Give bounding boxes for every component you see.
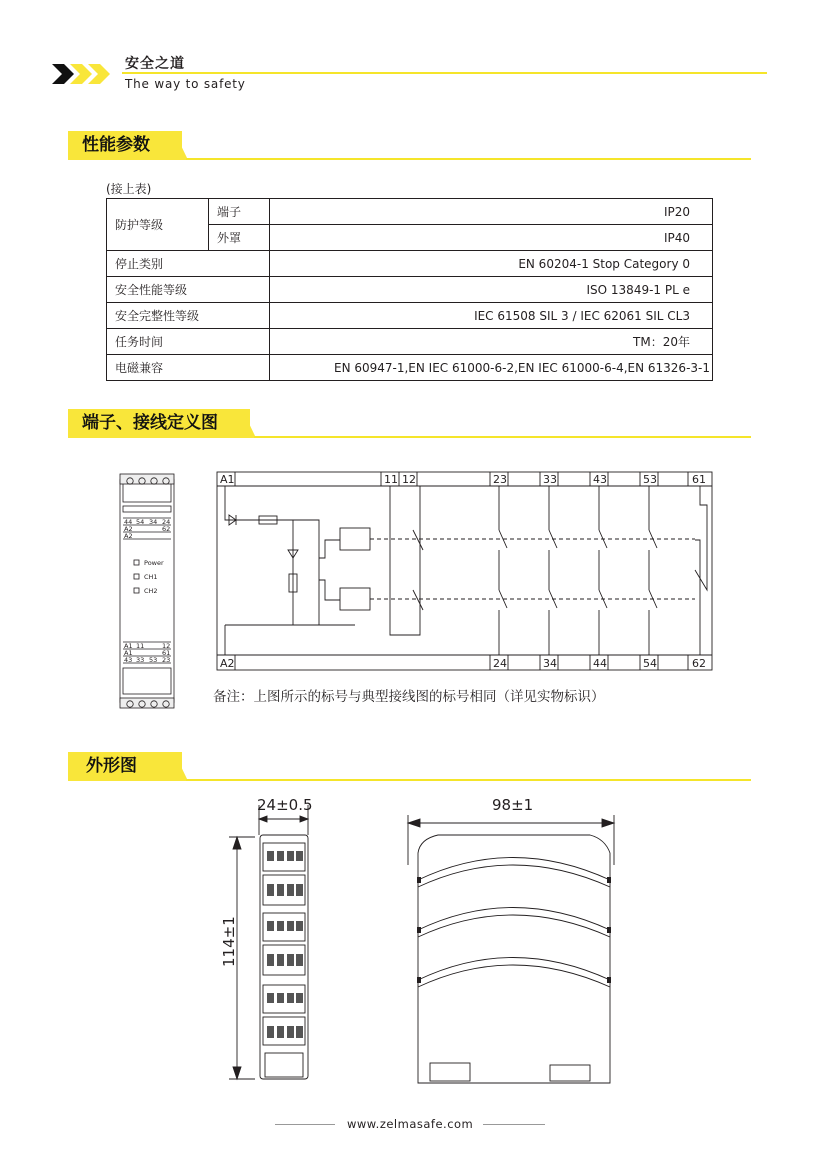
terminal-label: 33 (136, 656, 145, 664)
table-row (107, 355, 713, 381)
wiring-terminal-label: A2 (220, 657, 235, 670)
table-row (107, 303, 713, 329)
dimension-height: 114±1 (220, 916, 238, 967)
section-divider (186, 158, 751, 160)
brand-chevron-icon (52, 62, 118, 86)
section-title-text: 性能参数 (82, 135, 150, 155)
terminal-label: A1 (124, 649, 133, 657)
diagram-note: 备注：上图所示的标号与典型接线图的标号相同（详见实物标识） (213, 689, 605, 705)
brand-name: 安全之道 (125, 56, 185, 72)
row-label: 安全完整性等级 (107, 303, 270, 329)
row-value: IP20 (270, 199, 713, 225)
row-value: IP40 (270, 225, 713, 251)
terminal-label: 23 (162, 656, 171, 664)
section-tab-edge (168, 752, 188, 781)
side-outline-drawing (400, 795, 625, 1090)
terminal-label: 11 (136, 642, 145, 650)
section-title-terminals (68, 409, 250, 438)
brand-slogan: The way to safety (125, 77, 246, 91)
row-label: 任务时间 (107, 329, 270, 355)
terminal-label: A2 (124, 525, 133, 533)
dimension-depth: 98±1 (492, 796, 534, 814)
front-outline-drawing (215, 795, 325, 1090)
section-title-text: 外形图 (86, 756, 137, 776)
led-label: CH2 (144, 587, 158, 595)
row-value: EN 60204-1 Stop Category 0 (270, 251, 713, 277)
section-divider (254, 436, 751, 438)
wiring-terminal-label: 24 (493, 657, 507, 670)
terminal-label: 44 (124, 518, 133, 526)
row-label: 端子 (209, 199, 270, 225)
wiring-terminal-label: 54 (643, 657, 657, 670)
wiring-terminal-label: 12 (402, 473, 416, 486)
wiring-terminal-label: 53 (643, 473, 657, 486)
footer-url: www.zelmasafe.com (347, 1117, 474, 1131)
section-title-performance (68, 131, 182, 160)
wiring-terminal-label: 44 (593, 657, 607, 670)
row-value: TM：20年 (270, 329, 713, 355)
section-title-text: 端子、接线定义图 (82, 413, 218, 433)
terminal-label: 43 (124, 656, 133, 664)
row-label: 安全性能等级 (107, 277, 270, 303)
row-value: IEC 61508 SIL 3 / IEC 62061 SIL CL3 (270, 303, 713, 329)
wiring-diagram (215, 470, 715, 674)
terminal-label: 12 (162, 642, 171, 650)
wiring-terminal-label: 34 (543, 657, 557, 670)
led-label: Power (144, 559, 164, 567)
terminal-label: 54 (136, 518, 145, 526)
wiring-terminal-label: 33 (543, 473, 557, 486)
row-label: 停止类别 (107, 251, 270, 277)
row-value: ISO 13849-1 PL e (270, 277, 713, 303)
row-label: 电磁兼容 (107, 355, 270, 381)
terminal-label: A1 (124, 642, 133, 650)
footer-divider-left (275, 1124, 335, 1125)
row-label: 外罩 (209, 225, 270, 251)
terminal-label: 34 (149, 518, 158, 526)
wiring-terminal-label: 23 (493, 473, 507, 486)
dimension-width: 24±0.5 (257, 796, 313, 814)
led-label: CH1 (144, 573, 158, 581)
wiring-terminal-label: 43 (593, 473, 607, 486)
section-title-outline (68, 752, 182, 781)
terminal-label: 53 (149, 656, 158, 664)
table-row (107, 329, 713, 355)
wiring-terminal-label: 62 (692, 657, 706, 670)
terminal-label: 61 (162, 649, 171, 657)
section-tab-edge (236, 409, 256, 438)
terminal-label: 62 (162, 525, 171, 533)
wiring-terminal-label: 61 (692, 473, 706, 486)
section-divider (186, 779, 751, 781)
protection-label: 防护等级 (107, 199, 209, 251)
spec-table (106, 198, 713, 381)
device-front-view (118, 470, 178, 712)
table-note: (接上表) (106, 182, 152, 196)
terminal-label: A2 (124, 532, 133, 540)
section-tab-edge (168, 131, 188, 160)
table-row (107, 277, 713, 303)
row-value: EN 60947-1,EN IEC 61000-6-2,EN IEC 61000-6-4,EN 61326-3-1 (270, 355, 713, 381)
table-row (107, 251, 713, 277)
footer-divider-right (483, 1124, 545, 1125)
wiring-terminal-label: 11 (384, 473, 398, 486)
header-divider (122, 72, 767, 74)
wiring-terminal-label: A1 (220, 473, 235, 486)
terminal-label: 24 (162, 518, 171, 526)
table-row (107, 199, 713, 225)
